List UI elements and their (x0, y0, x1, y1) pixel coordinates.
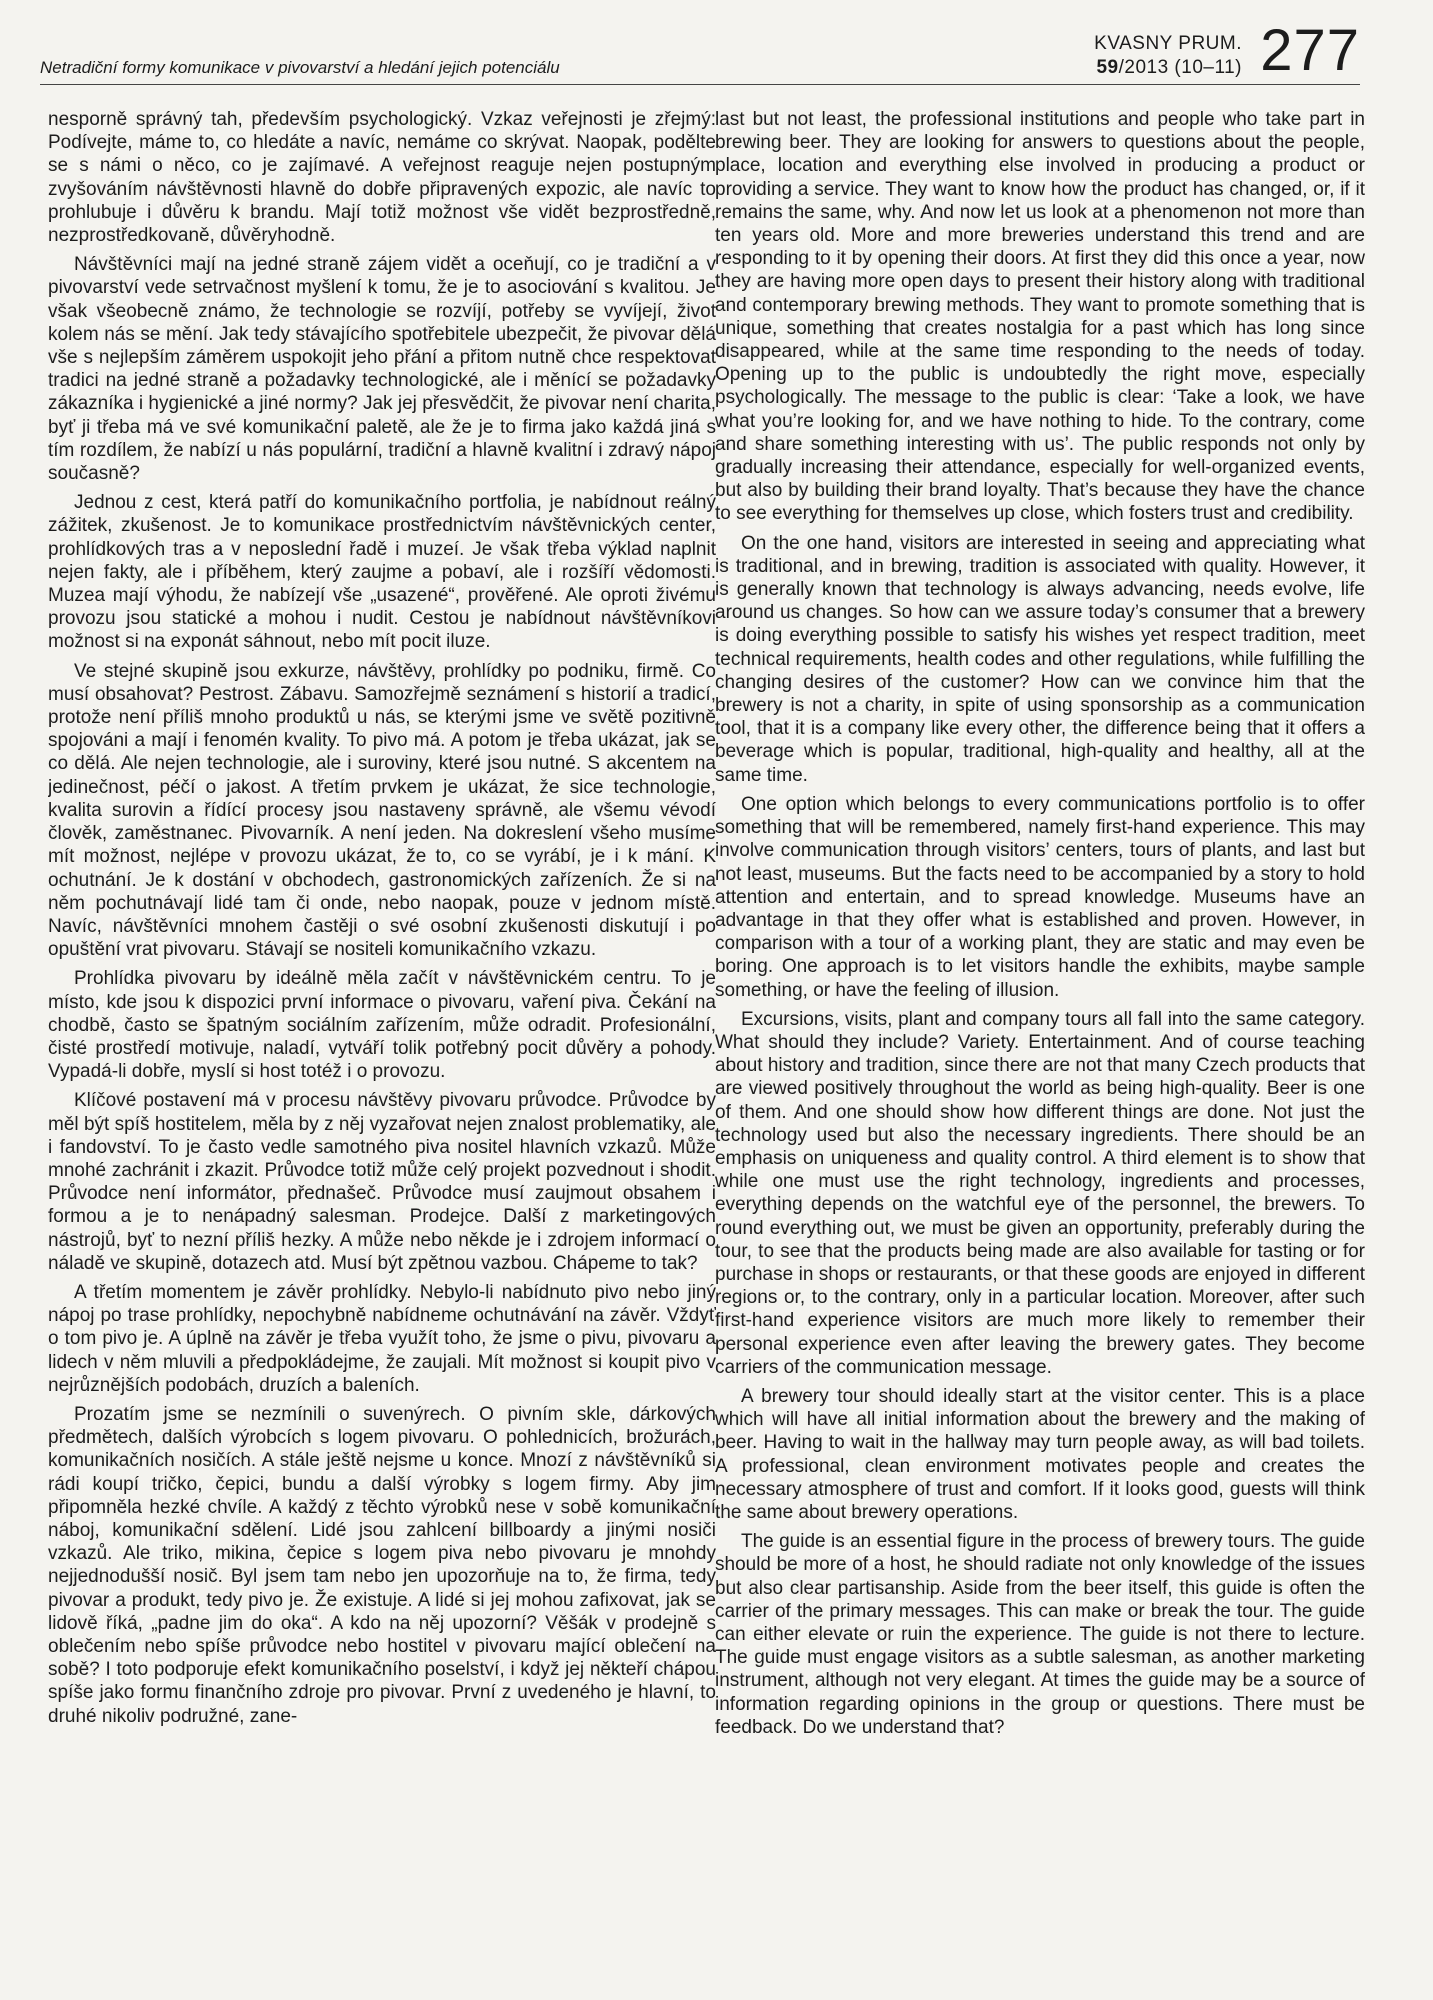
journal-issue-detail: /2013 (10–11) (1118, 57, 1242, 78)
left-paragraph: Prozatím jsme se nezmínili o suvenýrech. O pivním skle, dárkových předmětech, dalších výrobcích s logem pivovaru. O pohlednicích, brožurách, komunikačních nosičích. A stále ještě nejsme u konce. Mnozí z návštěvníků si rádi koupí tričko, čepici, bundu a další výrobky s logem firmy. Aby jim připomněla hezké chvíle. A každý z těchto výrobků nese v sobě komunikační náboj, komunikační sdělení. Lidé jsou zahlcení billboardy a jinými nosiči vzkazů. Ale triko, mikina, čepice s logem piva nebo pivovaru je mnohdy nejjednodušší nosič. Byl jsem tam nebo jen upozorňuje na to, že firma, tedy pivovar a produkt, tedy pivo je. Že existuje. A lidé si jej mohou zafixovat, jak se lidově říká, „padne jim do oka“. A kdo na něj upozorní? Věšák v prodejně s oblečením nebo spíše průvodce nebo hostitel v pivovaru mající oblečení na sobě? I toto podporuje efekt komunikačního poselství, i když jej někteří chápou spíše jako formu finančního zdroje pro pivovar. První z uvedeného je hlavní, to druhé nikoliv podružné, zane- (48, 1403, 716, 1727)
running-title: Netradiční formy komunikace v pivovarství a hledání jejich potenciálu (40, 58, 560, 77)
right-paragraph: Excursions, visits, plant and company tours all fall into the same category. What should they include? Variety. Entertainment. And of course teaching about history and tradition, since there are not that many Czech products that are viewed positively throughout the world as being high-quality. Beer is one of them. And one should show how different things are done. Not just the technology used but also the necessary ingredients. There should be an emphasis on uniqueness and quality control. A third element is to show that while one must use the right technology, ingredients and processes, everything depends on the watchful eye of the personnel, the brewers. To round everything out, we must be given an opportunity, preferably during the tour, to see that the products being made are also available for tasting or for purchase in shops or restaurants, or that these goods are enjoyed in different regions or, to the contrary, only in a particular location. Moreover, after such first-hand experience visitors are much more likely to remember their personal experience even after leaving the brewery gates. They become carriers of the communication message. (715, 1008, 1365, 1378)
journal-name: KVASNY PRUM. (1094, 33, 1242, 54)
journal-volume: 59 (1096, 57, 1119, 78)
left-paragraph: Jednou z cest, která patří do komunikačního portfolia, je nabídnout reálný zážitek, zkušenost. Je to komunikace prostřednictvím návštěvnických center, prohlídkových tras a v neposlední řadě i muzeí. Je však třeba výklad naplnit nejen fakty, ale i příběhem, který zaujme a pobaví, ale i rozšíří vědomosti. Muzea mají výhodu, že nabízejí vše „usazené“, prověřené. Ale oproti živému provozu jsou statické a mohou i nudit. Cestou je nabídnout návštěvníkovi možnost si na exponát sáhnout, nebo mít pocit iluze. (48, 492, 716, 653)
left-paragraph: Klíčové postavení má v procesu návštěvy pivovaru průvodce. Průvodce by měl být spíš hostitelem, měla by z něj vyzařovat nejen znalost problematiky, ale i fandovství. To je často vedle samotného piva nositel hlavních vzkazů. Může mnohé zachránit i zkazit. Průvodce totiž může celý projekt pozvednout i shodit. Průvodce není informátor, přednašeč. Průvodce musí zaujmout obsahem i formou a je to nenápadný salesman. Prodejce. Další z marketingových nástrojů, byť to nezní příliš hezky. A může nebo někde je i zdrojem informací o náladě ve skupině, dotazech atd. Musí být zpětnou vazbou. Chápeme to tak? (48, 1090, 716, 1274)
right-paragraph: A brewery tour should ideally start at the visitor center. This is a place which will have all initial information about the brewery and the making of beer. Having to wait in the hallway may turn people away, as will bad toilets. A professional, clean environment motivates people and creates the necessary atmosphere of trust and comfort. If it looks good, guests will think the same about brewery operations. (715, 1385, 1365, 1523)
right-paragraph: On the one hand, visitors are interested in seeing and appreciating what is traditional, and in brewing, tradition is associated with quality. However, it is generally known that technology is always advancing, needs evolve, life around us changes. So how can we assure today’s consumer that a brewery is doing everything possible to satisfy his wishes yet respect tradition, meet technical requirements, health codes and other regulations, while fulfilling the changing desires of the customer? How can we convince him that the brewery is not a charity, in spite of using sponsorship as a communication tool, that it is a company like every other, the difference being that it offers a beverage which is popular, traditional, high-quality and healthy, all at the same time. (715, 532, 1365, 786)
right-column (715, 108, 1365, 1988)
page-header (40, 18, 1360, 83)
left-column (48, 108, 716, 1988)
right-paragraph: last but not least, the professional institutions and people who take part in brewing beer. They are looking for answers to questions about the people, place, location and everything else involved in producing a product or providing a service. They want to know how the product has changed, or, if it remains the same, why. And now let us look at a phenomenon not more than ten years old. More and more breweries understand this trend and are responding to it by opening their doors. At first they did this once a year, now they are having more open days to present their history along with traditional and contemporary brewing methods. They want to promote something that is unique, something that creates nostalgia for a past which has long since disappeared, while at the same time responding to the needs of today. Opening up to the public is undoubtedly the right move, especially psychologically. The message to the public is clear: ‘Take a look, we have what you’re looking for, and we have nothing to hide. To the contrary, come and share something interesting with us’. The public responds not only by gradually increasing their attendance, especially for well-organized events, but also by building their brand loyalty. That’s because they have the chance to see everything for themselves up close, which fosters trust and credibility. (715, 109, 1365, 525)
journal-issue (1094, 56, 1242, 80)
page-number: 277 (1260, 18, 1360, 83)
right-paragraph: One option which belongs to every communications portfolio is to offer something that will be remembered, namely first-hand experience. This may involve communication through visitors’ centers, tours of plants, and last but not least, museums. But the facts need to be accompanied by a story to hold attention and entertain, and to spread knowledge. Museums have an advantage in that they offer what is established and proven. However, in comparison with a tour of a working plant, they are static and may even be boring. One approach is to let visitors handle the exhibits, maybe sample something, or have the feeling of illusion. (715, 793, 1365, 1001)
left-paragraph: Návštěvníci mají na jedné straně zájem vidět a oceňují, co je tradiční a v pivovarství vede setrvačnost myšlení k tomu, že je to asociování s kvalitou. Je však všeobecně známo, že technologie se rozvíjí, potřeby se vyvíjejí, život kolem nás se mění. Jak tedy stávajícího spotřebitele ubezpečit, že pivovar dělá vše s nejlepším záměrem uspokojit jeho přání a přitom nutně chce respektovat tradici na jedné straně a požadavky technologické, ale i měnící se požadavky zákazníka i hygienické a jiné normy? Jak jej přesvědčit, že pivovar není charita, byť ji třeba má ve své komunikační paletě, ale že je to firma jako každá jiná s tím rozdílem, že nabízí u nás populární, tradiční a hlavně kvalitní i zdravý nápoj současně? (48, 254, 716, 485)
left-paragraph: Prohlídka pivovaru by ideálně měla začít v návštěvnickém centru. To je místo, kde jsou k dispozici první informace o pivovaru, vaření piva. Čekání na chodbě, často se špatným sociálním zařízením, může odradit. Profesionální, čisté prostředí motivuje, naladí, vytváří tolik potřebný pocit důvěry a pohody. Vypadá-li dobře, myslí si host totéž i o provozu. (48, 968, 716, 1083)
left-paragraph: A třetím momentem je závěr prohlídky. Nebylo-li nabídnuto pivo nebo jiný nápoj po trase prohlídky, nepochybně nabídneme ochutnávání na závěr. Vždyť o tom pivo je. A úplně na závěr je třeba využít toho, že jsme o pivu, pivovaru a lidech v něm mluvili a předpokládejme, že zaujali. Mít možnost si koupit pivo v nejrůznějších podobách, druzích a baleních. (48, 1281, 716, 1396)
header-rule (40, 84, 1360, 85)
left-paragraph: Ve stejné skupině jsou exkurze, návštěvy, prohlídky po podniku, firmě. Co musí obsahovat? Pestrost. Zábavu. Samozřejmě seznámení s historií a tradicí, protože není příliš mnoho produktů u nás, se kterými jsme ve světě pozitivně spojováni a mají i fenomén kvality. To pivo má. A potom je třeba ukázat, jak se co dělá. Ale nejen technologie, ale i suroviny, které jsou nutné. S akcentem na jedinečnost, péčí o jakost. A třetím prvkem je ukázat, že sice technologie, kvalita surovin a řídící procesy jsou nastaveny správně, ale všemu vévodí člověk, zaměstnanec. Pivovarník. A není jeden. Na dokreslení všeho musíme mít možnost, nejlépe v provozu ukázat, že to, co se vyrábí, je i k mání. K ochutnání. Je k dostání v obchodech, gastronomických zařízeních. Že si na něm pochutnávají lidé tam či onde, nebo naopak, pouze v jednom místě. Navíc, návštěvníci mnohem častěji o své osobní zkušenosti diskutují i po opuštění vrat pivovaru. Stávají se nositeli komunikačního vzkazu. (48, 660, 716, 961)
right-paragraph: The guide is an essential figure in the process of brewery tours. The guide should be more of a host, he should radiate not only knowledge of the issues but also clear partisanship. Aside from the beer itself, this guide is often the carrier of the primary messages. This can make or break the tour. The guide can either elevate or ruin the experience. The guide is not there to lecture. The guide must engage visitors as a subtle salesman, as another marketing instrument, although not very elegant. At times the guide may be a source of information regarding opinions in the group or questions. There must be feedback. Do we understand that? (715, 1531, 1365, 1738)
left-paragraph: nesporně správný tah, především psychologický. Vzkaz veřejnosti je zřejmý: Podívejte, máme to, co hledáte a navíc, nemáme co skrývat. Naopak, podělte se s námi o něco, co je zajímavé. A veřejnost reaguje nejen postupným zvyšováním návštěvnosti hlavně do dobře připravených expozic, ale navíc to prohlubuje i důvěru k brandu. Mají totiž možnost vše vidět bezprostředně, nezprostředkovaně, důvěryhodně. (48, 109, 716, 247)
journal-info (1094, 32, 1242, 80)
